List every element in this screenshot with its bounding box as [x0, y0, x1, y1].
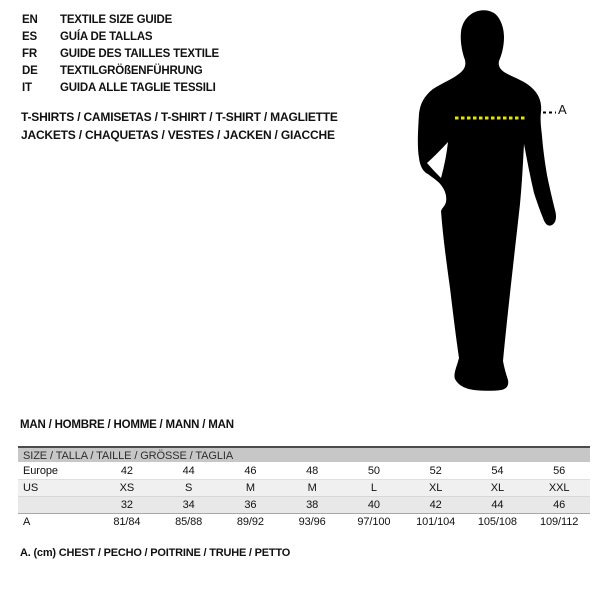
- size-cell: 46: [553, 499, 566, 511]
- language-list: [22, 12, 219, 97]
- size-cell: 54: [491, 464, 504, 477]
- size-cell: 42: [120, 464, 133, 477]
- size-cell: 36: [244, 499, 257, 511]
- language-row: [22, 46, 219, 63]
- size-cell: 40: [367, 499, 380, 511]
- size-cell: S: [185, 482, 193, 494]
- table-row: [18, 462, 590, 479]
- size-cell: 34: [182, 499, 195, 511]
- size-cell: XXL: [548, 482, 570, 494]
- language-label: GUIDE DES TAILLES TEXTILE: [60, 48, 219, 60]
- size-cell: 46: [244, 464, 257, 477]
- size-cell: 93/96: [298, 516, 326, 528]
- man-silhouette-figure: [412, 8, 562, 398]
- category-line-jackets: JACKETS / CHAQUETAS / VESTES / JACKEN / GIACCHE: [21, 128, 335, 142]
- size-cell: 81/84: [113, 516, 141, 528]
- size-cell: 42: [429, 499, 442, 511]
- language-label: TEXTILGRÖßENFÜHRUNG: [60, 65, 203, 77]
- language-label: TEXTILE SIZE GUIDE: [60, 14, 173, 26]
- size-table-header: SIZE / TALLA / TAILLE / GRÖSSE / TAGLIA: [18, 446, 590, 462]
- language-code: ES: [22, 31, 37, 43]
- size-cell: M: [245, 482, 255, 494]
- size-cell: XS: [119, 482, 135, 494]
- row-label: A: [23, 516, 31, 528]
- size-cell: 105/108: [477, 516, 517, 528]
- man-silhouette-icon: [412, 8, 562, 398]
- size-cell: 97/100: [357, 516, 391, 528]
- language-code: DE: [22, 65, 38, 77]
- language-row: [22, 63, 219, 80]
- size-cell: 32: [120, 499, 133, 511]
- footnote-chest: A. (cm) CHEST / PECHO / POITRINE / TRUHE / PETTO: [20, 547, 291, 559]
- language-label: GUIDA ALLE TAGLIE TESSILI: [60, 82, 216, 94]
- section-title-man: MAN / HOMBRE / HOMME / MANN / MAN: [20, 419, 234, 431]
- table-row: [18, 513, 590, 530]
- measurement-label-a: A: [558, 102, 567, 117]
- table-row: [18, 479, 590, 496]
- size-cell: 44: [182, 464, 195, 477]
- size-cell: 44: [491, 499, 504, 511]
- language-code: EN: [22, 14, 38, 26]
- size-cell: 50: [367, 464, 380, 477]
- language-code: FR: [22, 48, 37, 60]
- size-cell: 52: [429, 464, 442, 477]
- language-row: [22, 29, 219, 46]
- category-heading: [21, 108, 338, 144]
- size-cell: L: [370, 482, 377, 494]
- size-cell: 85/88: [175, 516, 203, 528]
- size-cell: 56: [553, 464, 566, 477]
- size-cell: 38: [306, 499, 319, 511]
- row-label: US: [23, 482, 39, 494]
- category-line-tshirts: T-SHIRTS / CAMISETAS / T-SHIRT / T-SHIRT / MAGLIETTE: [21, 110, 338, 124]
- row-label: Europe: [23, 464, 58, 477]
- size-cell: 89/92: [236, 516, 264, 528]
- table-row: [18, 496, 590, 513]
- language-label: GUÍA DE TALLAS: [60, 31, 153, 43]
- size-cell: 48: [306, 464, 319, 477]
- size-cell: 109/112: [540, 516, 579, 528]
- size-table: [18, 446, 590, 530]
- size-table-rows: [18, 462, 590, 530]
- size-cell: XL: [428, 482, 443, 494]
- size-cell: M: [307, 482, 317, 494]
- size-cell: XL: [490, 482, 504, 494]
- language-row: [22, 80, 219, 97]
- language-code: IT: [22, 82, 32, 94]
- language-row: [22, 12, 219, 29]
- size-cell: 101/104: [416, 516, 456, 528]
